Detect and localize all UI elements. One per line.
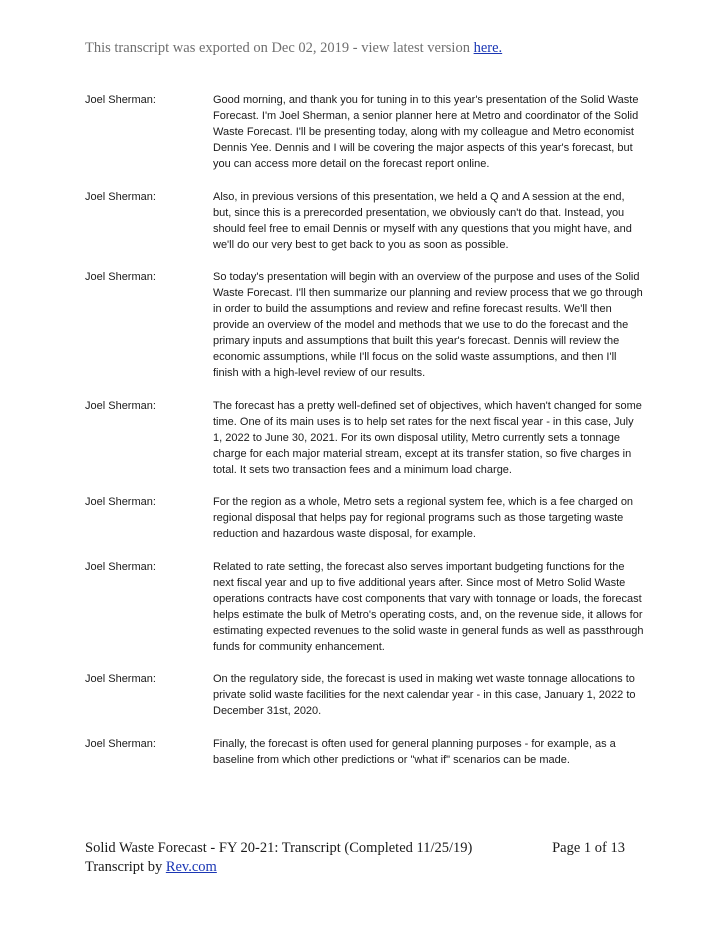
speech-text: Good morning, and thank you for tuning in to this year's presentation of the Solid Waste Forecast. I'm Joel Sherman, a senior planner here at Metro and coordinator of the Solid Waste Forecast. I'll be presenting today, along with my colleague and Metro economist Dennis Yee. Dennis and I will be covering the major aspects of this year's forecast, but you can access more detail on the forecast report online. xyxy=(213,94,639,170)
speech-text: Finally, the forecast is often used for general planning purposes - for example, as a baseline from which other predictions or "what if" scenarios can be made. xyxy=(213,737,616,766)
transcript-entry xyxy=(85,92,645,172)
speech-text: On the regulatory side, the forecast is used in making wet waste tonnage allocations to private solid waste facilities for the next calendar year - in this case, January 1, 2022 to December 31st, 2020. xyxy=(213,673,636,717)
speaker-name: Joel Sherman: xyxy=(85,399,156,412)
transcript-entry xyxy=(85,494,645,542)
speech-text: Related to rate setting, the forecast also serves important budgeting functions for the next fiscal year and up to five additional years after. Since most of Metro Solid Waste operations contracts have cost components that vary with tonnage or loads, the forecast helps estimate the bulk of Metro's operating costs, and, on the revenue side, it allows for estimating expected revenues to the solid waste in general funds as well as passthrough funds for community enhancement. xyxy=(213,560,644,653)
transcript-credit: Transcript by xyxy=(85,859,163,875)
speaker-name: Joel Sherman: xyxy=(85,190,156,203)
export-notice xyxy=(85,40,502,57)
speech-text: For the region as a whole, Metro sets a regional system fee, which is a fee charged on regional disposal that helps pay for regional programs such as those targeting waste reduction and hazardous waste disposal, for example. xyxy=(213,496,634,540)
transcript-entry xyxy=(85,736,645,768)
speaker-name: Joel Sherman: xyxy=(85,673,156,685)
speaker-name: Joel Sherman: xyxy=(85,496,156,508)
latest-version-link[interactable]: here. xyxy=(473,40,503,56)
speaker-name: Joel Sherman: xyxy=(85,737,156,750)
rev-link[interactable]: Rev.com xyxy=(165,859,217,875)
speaker-name: Joel Sherman: xyxy=(85,94,156,106)
speaker-name: Joel Sherman: xyxy=(85,271,156,283)
transcript-body xyxy=(85,92,645,784)
page-number: Page 1 of 13 xyxy=(552,840,625,856)
speaker-name: Joel Sherman: xyxy=(85,560,156,573)
transcript-entry xyxy=(85,398,645,478)
export-notice-text: This transcript was exported on Dec 02, 2019 - view latest version xyxy=(85,40,470,56)
transcript-entry xyxy=(85,671,645,719)
transcript-entry xyxy=(85,269,645,381)
transcript-entry xyxy=(85,559,645,655)
speech-text: Also, in previous versions of this presentation, we held a Q and A session at the end, but, since this is a prerecorded presentation, we obviously can't do that. Instead, you should feel free to email Dennis or myself with any questions that you might have, and we'll do our very best to get back to you as soon as possible. xyxy=(213,190,632,251)
page-footer xyxy=(85,839,625,877)
speech-text: The forecast has a pretty well-defined set of objectives, which haven't changed for some time. One of its main uses is to help set rates for the next fiscal year - in this case, July 1, 2022 to June 30, 2021. For its own disposal utility, Metro currently sets a tonnage charge for each major material stream, except at its transfer station, so five charges in total. It sets two transaction fees and a minimum load charge. xyxy=(213,399,642,476)
document-title: Solid Waste Forecast - FY 20-21: Transcript (Completed 11/25/19) xyxy=(85,840,473,856)
transcript-entry xyxy=(85,189,645,253)
speech-text: So today's presentation will begin with an overview of the purpose and uses of the Solid Waste Forecast. I'll then summarize our planning and review process that we go through in order to build the assumptions and review and refine forecast results. We'll then provide an overview of the model and methods that we use to do the forecast and the primary inputs and assumptions that built this year's forecast. Dennis will review the economic assumptions, while I'll focus on the solid waste assumptions, and then I'll finish with a high-level review of our results. xyxy=(213,271,643,379)
